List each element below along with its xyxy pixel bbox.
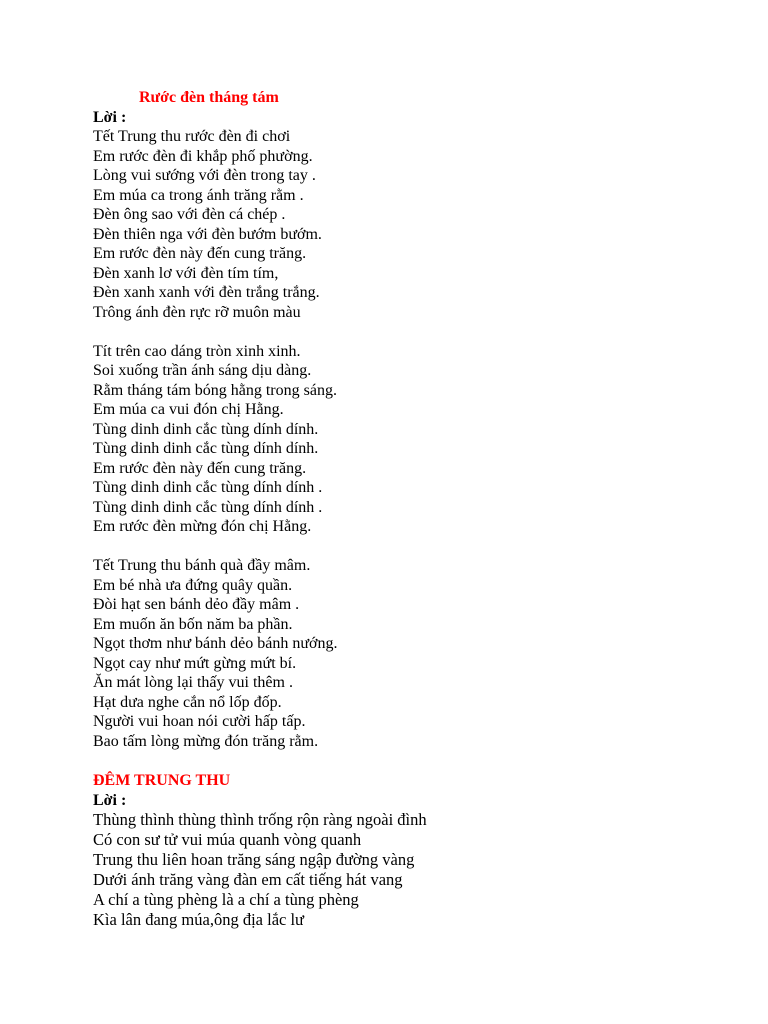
verse-1 <box>93 127 733 322</box>
lyric-line: Đèn ông sao với đèn cá chép . <box>93 206 286 223</box>
lyric-line: Đèn xanh xanh với đèn trắng trắng. <box>93 284 320 301</box>
song-ruoc-den-thang-tam <box>93 88 733 751</box>
lyric-line: Đèn xanh lơ với đèn tím tím, <box>93 264 279 282</box>
lyric-line: Trung thu liên hoan trăng sáng ngập đường vàng <box>93 850 415 869</box>
lyric-line: Soi xuống trần ánh sáng dịu dàng. <box>93 362 312 379</box>
lyric-line: Em muốn ăn bốn năm ba phần. <box>93 615 293 633</box>
lyric-line: Có con sư tử vui múa quanh vòng quanh <box>93 830 362 849</box>
lyric-line: Trông ánh đèn rực rỡ muôn màu <box>93 303 301 321</box>
verse-2 <box>93 342 733 537</box>
lyric-line: Tết Trung thu bánh quà đầy mâm. <box>93 557 311 574</box>
verse-spacer <box>93 322 733 342</box>
lyric-line: Em rước đèn này đến cung trăng. <box>93 459 307 477</box>
lyric-line: Tùng dinh dinh cắc tùng dính dính . <box>93 479 323 496</box>
lyric-line: Tết Trung thu rước đèn đi chơi <box>93 128 291 145</box>
lyric-line: Em bé nhà ưa đứng quây quần. <box>93 576 293 594</box>
song-dem-trung-thu <box>93 771 733 930</box>
lyric-line: Ngọt thơm như bánh dẻo bánh nướng. <box>93 635 338 652</box>
lyric-line: Thùng thình thùng thình trống rộn ràng ngoài đình <box>93 810 427 829</box>
lyric-line: Em rước đèn này đến cung trăng. <box>93 245 307 262</box>
lyric-line: Lòng vui sướng với đèn trong tay . <box>93 167 316 184</box>
lyric-line: Hạt dưa nghe cắn nổ lốp đốp. <box>93 693 282 711</box>
lyric-line: Tùng dinh dinh cắc tùng dính dính. <box>93 420 319 438</box>
lyric-line: Kìa lân đang múa,ông địa lắc lư <box>93 910 305 929</box>
lyrics-label: Lời : <box>93 792 127 809</box>
lyric-line: Em rước đèn đi khắp phố phường. <box>93 147 313 165</box>
song-title: Rước đèn tháng tám <box>139 89 279 106</box>
lyrics-label: Lời : <box>93 109 127 126</box>
lyric-line: Em rước đèn mừng đón chị Hằng. <box>93 518 312 535</box>
lyric-line: Ngọt cay như mứt gừng mứt bí. <box>93 654 297 672</box>
lyric-line: Đòi hạt sen bánh dẻo đầy mâm . <box>93 596 300 613</box>
lyric-line: Đèn thiên nga với đèn bướm bướm. <box>93 225 322 243</box>
lyric-line: Người vui hoan nói cười hấp tấp. <box>93 713 306 730</box>
lyric-line: Dưới ánh trăng vàng đàn em cất tiếng hát vang <box>93 870 403 889</box>
lyric-line: Tít trên cao dáng tròn xinh xinh. <box>93 342 301 360</box>
verse-3 <box>93 556 733 751</box>
lyric-line: Bao tấm lòng mừng đón trăng rằm. <box>93 732 319 750</box>
song-title: ĐÊM TRUNG THU <box>93 772 231 789</box>
verse-1 <box>93 810 733 930</box>
lyric-line: Rằm tháng tám bóng hằng trong sáng. <box>93 381 337 399</box>
lyric-line: Tùng dinh dinh cắc tùng dính dính. <box>93 440 319 457</box>
lyric-line: Tùng dinh dinh cắc tùng dính dính . <box>93 498 323 516</box>
verse-spacer <box>93 537 733 557</box>
lyric-line: A chí a tùng phèng là a chí a tùng phèng <box>93 890 359 909</box>
lyric-line: Em múa ca vui đón chị Hằng. <box>93 401 284 418</box>
lyric-line: Em múa ca trong ánh trăng rằm . <box>93 186 304 204</box>
lyric-line: Ăn mát lòng lại thấy vui thêm . <box>93 674 293 691</box>
